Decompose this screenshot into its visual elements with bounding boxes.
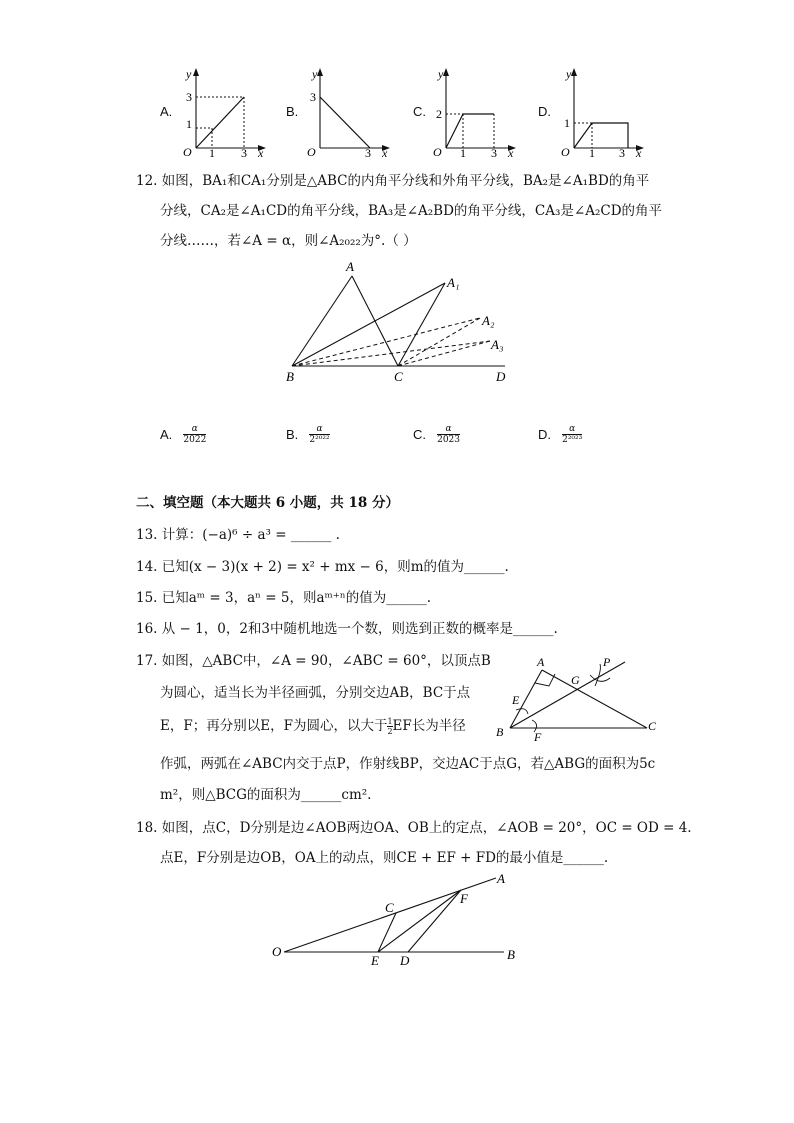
svg-text:D: D	[400, 953, 410, 968]
svg-text:C: C	[385, 900, 394, 915]
q14: 14. 已知(x − 3)(x + 2) = x² + mx − 6，则m的值为______.	[136, 559, 509, 575]
svg-text:B: B	[507, 947, 515, 962]
svg-text:E: E	[512, 693, 520, 707]
q16: 16. 从 − 1，0，2和3中随机地选一个数，则选到正数的概率是______.	[136, 621, 558, 637]
option-d-graph	[556, 60, 651, 160]
svg-text:O: O	[307, 145, 316, 159]
svg-text:D: D	[496, 369, 506, 384]
svg-text:B: B	[496, 725, 504, 739]
svg-text:O: O	[433, 145, 442, 159]
q17-figure	[490, 650, 670, 746]
svg-text:x: x	[382, 146, 388, 160]
q12-option-c: C. $\frac{\alpha}{2023}$	[413, 424, 460, 445]
q15: 15. 已知aᵐ = 3，aⁿ = 5，则aᵐ⁺ⁿ的值为______.	[136, 590, 432, 606]
option-b-letter: B.	[286, 104, 299, 119]
svg-text:1: 1	[589, 146, 595, 160]
svg-text:3: 3	[186, 90, 192, 104]
svg-text:y: y	[312, 67, 318, 81]
svg-text:2: 2	[436, 107, 442, 121]
svg-text:x: x	[508, 146, 514, 160]
svg-text:A: A	[497, 871, 505, 886]
svg-text:C: C	[648, 719, 657, 733]
svg-text:G: G	[571, 673, 580, 687]
svg-text:C: C	[394, 369, 403, 384]
q12-line1: 12. 如图，BA₁和CA₁分别是△ABC的内角平分线和外角平分线，BA₂是∠A₁BD的角平	[136, 173, 650, 189]
option-a-graph	[178, 60, 273, 160]
svg-text:1: 1	[564, 116, 570, 130]
svg-text:F: F	[460, 891, 468, 906]
q12-line3: 分线……，若∠A = α，则∠A₂₀₂₂为°.（ ）	[160, 233, 417, 249]
svg-text:y: y	[438, 67, 444, 81]
q17-line1: 17. 如图，△ABC中，∠A = 90，∠ABC = 60°，以顶点B	[136, 653, 491, 669]
svg-text:3: 3	[365, 146, 371, 160]
svg-text:1: 1	[460, 146, 466, 160]
option-c-graph	[428, 60, 523, 160]
svg-text:A₂: A₂	[482, 313, 495, 328]
svg-text:3: 3	[241, 146, 247, 160]
q17-line3: E，F；再分别以E，F为圆心，以大于 $\frac{1}{2}$ EF长为半径	[160, 717, 466, 736]
svg-text:O: O	[272, 944, 282, 959]
q17-line4: 作弧，两弧在∠ABC内交于点P，作射线BP，交边AC于点G，若△ABG的面积为5c	[160, 756, 656, 772]
svg-text:x: x	[258, 146, 264, 160]
svg-text:O: O	[561, 145, 570, 159]
svg-text:x: x	[636, 146, 642, 160]
q12-line2: 分线，CA₂是∠A₁CD的角平分线，BA₃是∠A₂BD的角平分线，CA₃是∠A₂CD的角平	[160, 203, 663, 219]
q13: 13. 计算：(−a)⁶ ÷ a³ = ______ .	[136, 527, 340, 543]
svg-text:1: 1	[209, 146, 215, 160]
svg-text:1: 1	[186, 117, 192, 131]
q12-option-d: D. $\frac{\alpha}{\text{2²⁰²³}}$	[538, 424, 583, 445]
svg-text:F: F	[534, 730, 542, 744]
option-d-letter: D.	[538, 104, 551, 119]
svg-text:E: E	[371, 953, 379, 968]
svg-text:A: A	[346, 259, 354, 274]
svg-text:O: O	[183, 145, 192, 159]
svg-text:3: 3	[310, 90, 316, 104]
option-b-graph	[302, 60, 397, 160]
q18-line2: 点E，F分别是边OB，OA上的动点，则CE + EF + FD的最小值是______.	[160, 850, 609, 866]
svg-text:y: y	[186, 67, 192, 81]
q17-line2: 为圆心，适当长为半径画弧，分别交边AB，BC于点	[160, 685, 471, 701]
q12-option-a: A. $\frac{\alpha}{2022}$	[160, 424, 207, 445]
svg-text:A₁: A₁	[447, 275, 460, 290]
q17-line5: m²，则△BCG的面积为______cm².	[160, 787, 372, 803]
svg-text:A₃: A₃	[491, 337, 504, 352]
svg-text:A: A	[537, 655, 545, 669]
svg-text:P: P	[603, 655, 611, 669]
q12-figure	[280, 256, 520, 386]
section-heading: 二、填空题（本大题共 6 小题，共 18 分）	[136, 495, 399, 511]
svg-text:3: 3	[491, 146, 497, 160]
q18-figure	[266, 866, 526, 972]
option-a-letter: A.	[160, 104, 173, 119]
q18-line1: 18. 如图，点C，D分别是边∠AOB两边OA、OB上的定点，∠AOB = 20°，OC = OD = 4.	[136, 820, 692, 836]
svg-text:y: y	[566, 67, 572, 81]
option-c-letter: C.	[413, 104, 426, 119]
q12-option-b: B. $\frac{\alpha}{\text{2²⁰²²}}$	[286, 424, 330, 445]
svg-text:B: B	[286, 369, 294, 384]
svg-text:3: 3	[619, 146, 625, 160]
